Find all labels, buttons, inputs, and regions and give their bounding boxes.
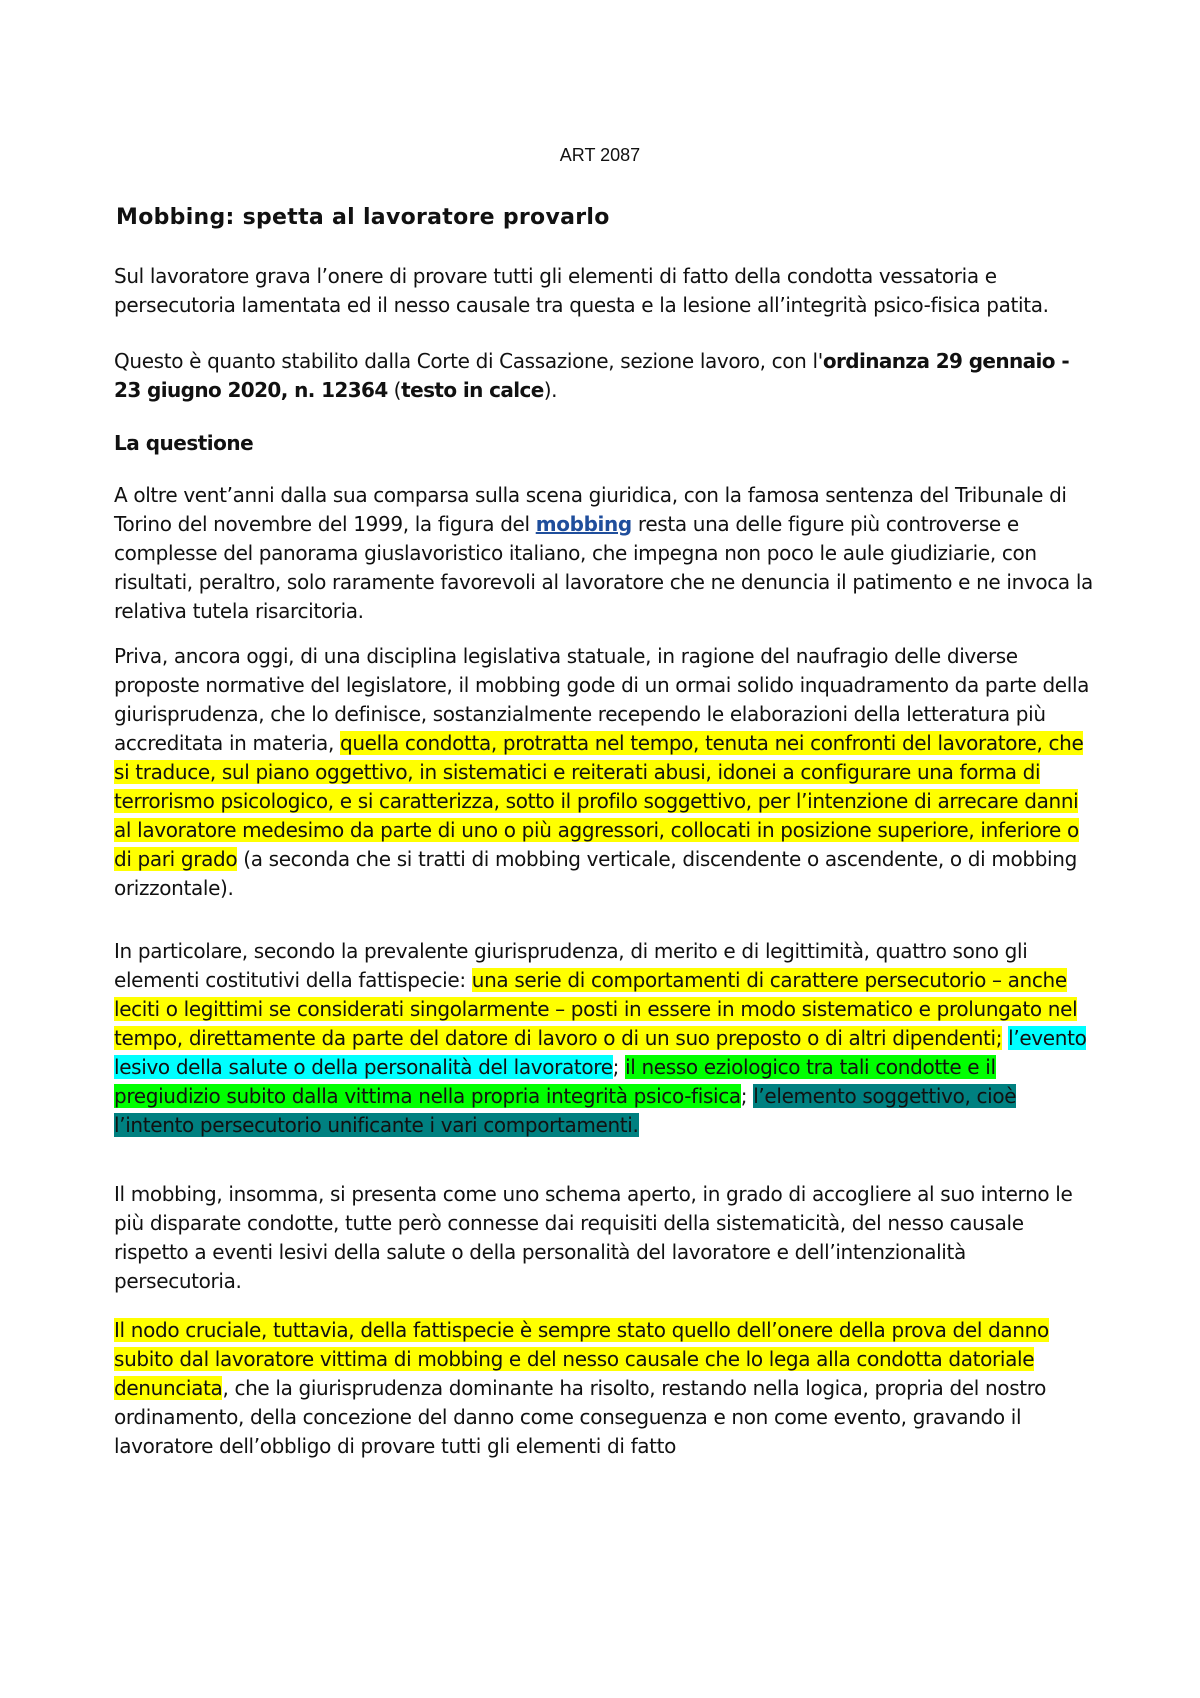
paragraph-burden-of-proof — [114, 1316, 1094, 1461]
mobbing-link[interactable]: mobbing — [535, 512, 632, 536]
paragraph-definition — [114, 642, 1094, 903]
burden-highlight-yellow: Il nodo cruciale, tuttavia, della fattispecie è sempre stato quello dell’onere della prova del danno subito dal lavoratore vittima di mobbing e del nesso causale che lo lega alla condotta datoriale denunciata — [114, 1318, 1049, 1400]
history-text: A oltre vent’anni dalla sua comparsa sulla scena giuridica, con la famosa sentenza del Tribunale di Torino del novembre del 1999, la figura del — [114, 483, 1067, 536]
element-event-highlight: l’evento lesivo della salute o della personalità del lavoratore — [114, 1026, 1087, 1079]
paragraph-summary: Il mobbing, insomma, si presenta come uno schema aperto, in grado di accogliere al suo interno le più disparate condotte, tutte però connesse dai requisiti della sistematicità, del nesso causale rispetto a eventi lesivi della salute o della personalità del lavoratore e dell’intenzionalità persecutoria. — [114, 1182, 1073, 1293]
source-text-end: ). — [543, 378, 558, 402]
element-conduct-highlight: una serie di comportamenti di carattere persecutorio – anche leciti o legittimi se considerati singolarmente – posti in essere in modo sistematico e prolungato nel tempo, direttamente da parte del datore di lavoro o di un suo preposto o di altri dipendenti; — [114, 968, 1078, 1050]
separator: ; — [612, 1055, 626, 1079]
article-number: ART 2087 — [559, 145, 641, 165]
separator: ; — [740, 1084, 754, 1108]
paragraph-intro: Sul lavoratore grava l’onere di provare tutti gli elementi di fatto della condotta vessatoria e persecutoria lamentata ed il nesso causale tra questa e la lesione all’integrità psico-fisica patita. — [114, 264, 1049, 317]
paragraph-elements — [114, 937, 1094, 1140]
paragraph-source — [114, 347, 1094, 405]
history-text-end: resta una delle figure più controverse e complesse del panorama giuslavoristico italiano, che impegna non poco le aule giudiziarie, con risultati, peraltro, solo raramente favorevoli al lavoratore che ne denuncia il patimento e ne invoca la relativa tutela risarcitoria. — [114, 512, 1093, 623]
element-causal-link-highlight: il nesso eziologico tra tali condotte e il pregiudizio subito dalla vittima nella propria integrità psico-fisica — [114, 1055, 996, 1108]
section-heading: La questione — [114, 431, 254, 455]
ordinance-reference: ordinanza 29 gennaio - 23 giugno 2020, n. 12364 — [114, 349, 1070, 402]
definition-highlight-yellow: quella condotta, protratta nel tempo, tenuta nei confronti del lavoratore, che si traduce, sul piano oggettivo, in sistematici e reiterati abusi, idonei a configurare una forma di terrorismo psicologico, e si caratterizza, sotto il profilo soggettivo, per l’intenzione di arrecare danni al lavoratore medesimo da parte di uno o più aggressori, collocati in posizione superiore, inferiore o di pari grado — [114, 731, 1084, 871]
document-title: Mobbing: spetta al lavoratore provarlo — [116, 205, 610, 230]
full-text-reference: testo in calce — [401, 378, 544, 402]
source-text: Questo è quanto stabilito dalla Corte di Cassazione, sezione lavoro, con l' — [114, 349, 823, 373]
element-intent-highlight: l’elemento soggettivo, cioè l’intento persecutorio unificante i vari comportamenti. — [114, 1084, 1017, 1137]
paragraph-history — [114, 481, 1094, 626]
source-text-mid: ( — [387, 378, 402, 402]
burden-text-end: , che la giurisprudenza dominante ha risolto, restando nella logica, propria del nostro ordinamento, della concezione del danno come conseguenza e non come evento, gravando il lavoratore dell’obbligo di provare tutti gli elementi di fatto — [114, 1376, 1047, 1458]
definition-text: Priva, ancora oggi, di una disciplina legislativa statuale, in ragione del naufragio delle diverse proposte normative del legislatore, il mobbing gode di un ormai solido inquadramento da parte della giurisprudenza, che lo definisce, sostanzialmente recependo le elaborazioni della letteratura più accreditata in materia, — [114, 644, 1090, 755]
elements-text: In particolare, secondo la prevalente giurisprudenza, di merito e di legittimità, quattro sono gli elementi costitutivi della fattispecie: — [114, 939, 1028, 992]
definition-text-end: (a seconda che si tratti di mobbing verticale, discendente o ascendente, o di mobbing orizzontale). — [114, 847, 1077, 900]
